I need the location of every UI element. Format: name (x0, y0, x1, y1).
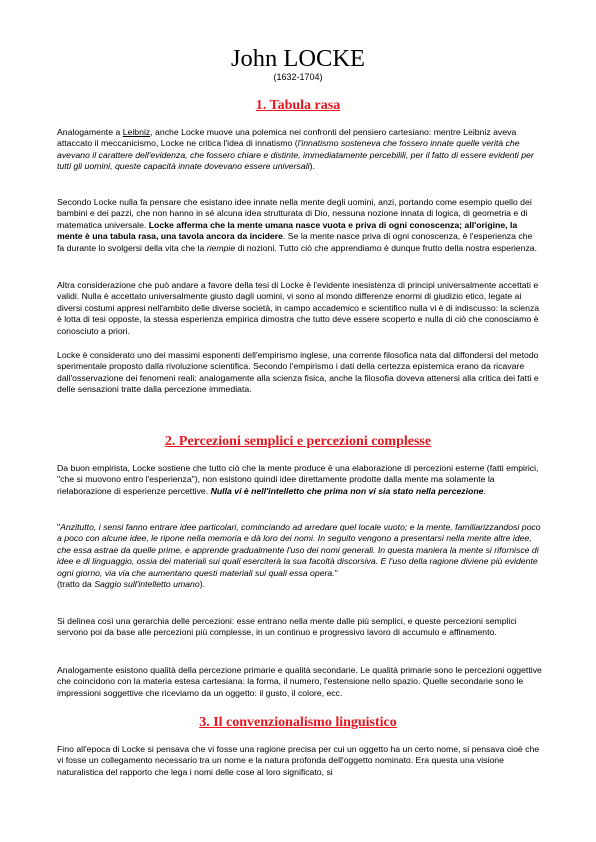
text-run: " (57, 522, 61, 532)
section-heading-convenzionalismo: 3. Il convenzionalismo linguistico (199, 715, 397, 730)
text-run: (tratto da (57, 579, 95, 590)
text-run: ). (199, 579, 205, 590)
paragraph: Locke è considerato uno dei massimi esponenti dell'empirismo inglese, una corrente filosofica nata dal diffondersi del metodo sperimentale proposto dalla rivoluzione scientifica. Secondo l'empirismo i dati della certezza epistemica erano da ricavare dall'osservazione dei fenomeni reali: analogamente alla scienza fisica, anche la filosofia doveva attenersi alla critica dei fatti e delle sensazioni tratte dalla percezione immediata. (57, 350, 539, 395)
bold-text: Locke afferma che la mente umana nasce vuota e priva di ogni conoscenza; all'origine, la mente è una tabula rasa, una tavola ancora da incidere (57, 219, 518, 242)
text-run: , anche Locke muove una polemica nei confronti del pensiero cartesiano: mentre Leibniz aveva attaccato il meccanicismo, Locke ne critica l'idea di innatismo ( (57, 127, 517, 149)
paragraph: Altra considerazione che può andare a favore della tesi di Locke è l'evidente inesistenza di principi universalmente accettati e validi. Nulla è accettato universalmente giusto dagli uomini, vi sono al mondo differenze enormi di giudizio etico, legate ai diversi costumi appresi nell'ambito delle diverse società, in campo accademico e scientifico nulla vi è di indiscusso: la scienza è lotta di tesi opposte, la stessa esperienza empirica dimostra che tutto deve essere scoperto e nulla di ciò che conosciamo è conosciuto a priori. (57, 280, 540, 336)
text-run: Secondo Locke nulla fa pensare che esistano idee innate nella mente degli uomini, anzi, portando come esempio quello dei bambini e dei pazzi, che non hanno in sé alcuna idea strutturata di Dio, nessuna nozione innata di logica, di geometria e di matematica universale. (57, 197, 532, 230)
quote-paragraph (57, 522, 542, 590)
italic-text: Anzitutto, i sensi fanno entrare idee particolari, cominciando ad arredare quel locale vuoto; e la mente, familiarizzandosi poco a poco con alcune idee, le ripone nella memoria e dà loro dei nomi. In seguito vengono a presentarsi nella mente altre idee, che essa astrae da quelle prime, e apprende gradualmente l'uso dei nomi generali. In questa maniera la mente si rifornisce di idee e di linguaggio, ossia dei materiali sui quali eserciterà la sua facoltà discorsiva. E l'uso della ragione diviene più evidente ogni giorno, via via che aumentano questi materiali sui quali essa opera. (57, 522, 541, 578)
text-run: di nozioni. Tutto ciò che apprendiamo è dunque frutto della nostra esperienza. (235, 242, 538, 253)
text-run: . Se la mente nasce priva di ogni conoscenza, è l'esperienza che fa durante lo svolgersi della vita che la (57, 231, 533, 253)
italic-text: Saggio sull'intelletto umano (94, 579, 200, 590)
section-heading-percezioni: 2. Percezioni semplici e percezioni complesse (164, 434, 432, 449)
italic-text: riempie (206, 242, 236, 253)
italic-text: l'innatismo sosteneva che fossero innate quelle verità che avevano il carattere dell'evidenza, che fossero chiare e distinte, immediatamente percebilili, per il fatto di essere evidenti per tutti gli uomini, queste capacità innate dovevano essere universali (57, 138, 534, 172)
paragraph (57, 127, 542, 173)
text-run: . (483, 485, 486, 496)
leibniz-link[interactable]: Leibniz (122, 127, 151, 137)
paragraph: Fino all'epoca di Locke si pensava che vi fosse una ragione precisa per cui un oggetto ha un certo nome, si pensava cioè che vi fosse un collegamento necessario tra un nome e la natura profonda dell'oggetto nominato. Era questa una visione naturalistica del rapporto che lega i nomi delle cose al loro significato, si (57, 744, 540, 777)
text-run: Da buon empirista, Locke sostiene che tutto ciò che la mente produce è una elaborazione di percezioni esterne (fatti empirici, "che si muovono entro l'esperienza"), non esistono quindi idee direttamente prodotte dalla mente ma solamente la rielaborazione di esperienze percettive. (57, 463, 539, 496)
paragraph (57, 463, 542, 497)
lifespan-dates: (1632-1704) (273, 72, 323, 82)
paragraph (57, 197, 542, 254)
section-heading-tabula-rasa: 1. Tabula rasa (255, 98, 341, 113)
paragraph: Si delinea così una gerarchia delle percezioni: esse entrano nella mente dalle più semplici, e queste percezioni semplici servono poi da base alle percezioni più complesse, in un continuo e progressivo lavoro di accumulo e affinamento. (57, 616, 517, 638)
bold-italic-text: Nulla vi è nell'intelletto che prima non vi sia stato nella percezione (210, 485, 484, 496)
text-run: Analogamente a (57, 127, 123, 137)
paragraph: Analogamente esistono qualità della percezione primarie e qualità secondarie. Le qualità primarie sono le percezioni oggettive che coincidono con la materia estesa cartesiana: la forma, il numero, l'estensione nello spazio. Quelle secondarie sono le impressioni soggettive che riceviamo da un oggetto: il gusto, il colore, ecc. (57, 665, 542, 698)
document-title: John LOCKE (230, 45, 366, 72)
text-run: " (334, 567, 338, 578)
text-run: ). (309, 161, 315, 172)
